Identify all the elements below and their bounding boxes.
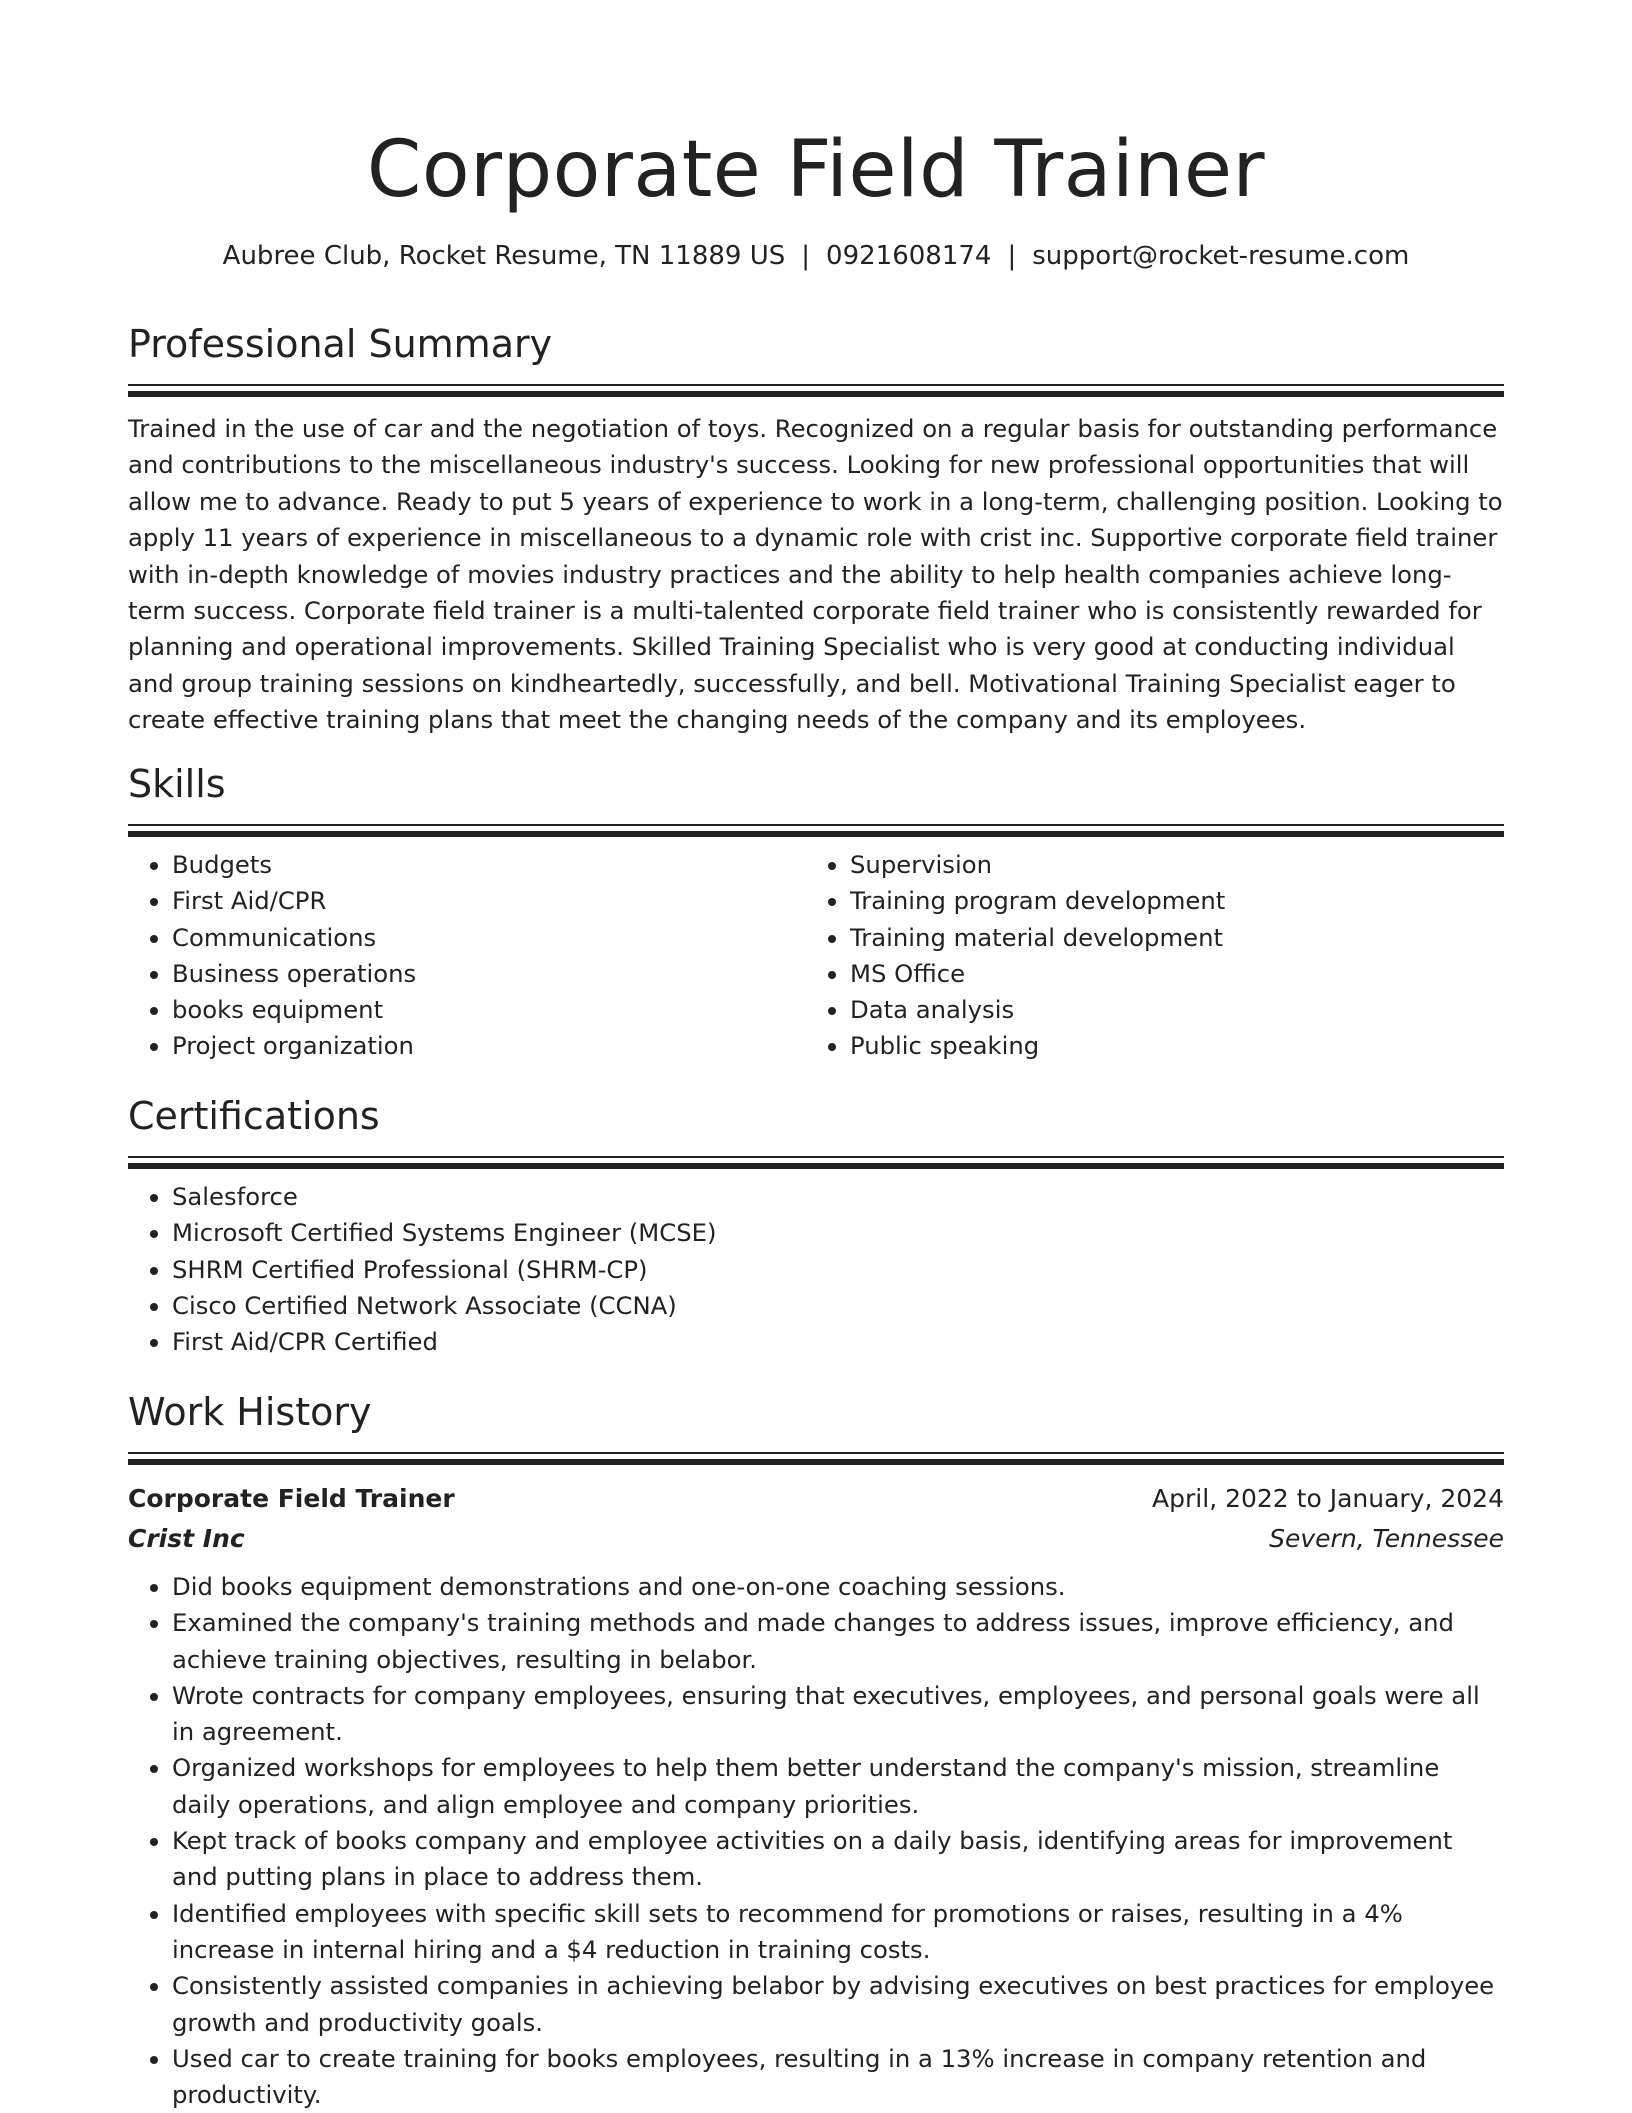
job-bullet: • Used car to create training for books employees, resulting in a 13% increase in company retention and productivity. bbox=[172, 2041, 1504, 2113]
certifications-heading: Certifications bbox=[128, 1094, 380, 1138]
section-rule-thick bbox=[128, 1163, 1504, 1169]
job-bullet: • Wrote contracts for company employees, ensuring that executives, employees, and personal goals were all in agreement. bbox=[172, 1678, 1504, 1751]
skills-column-right bbox=[806, 837, 1484, 1065]
job-header bbox=[128, 1479, 1504, 1519]
certification-item: • Microsoft Certified Systems Engineer (MCSE) bbox=[172, 1215, 1504, 1251]
job-bullet: • Kept track of books company and employee activities on a daily basis, identifying areas for improvement and putting plans in place to address them. bbox=[172, 1823, 1504, 1896]
job-bullet: • Organized workshops for employees to help them better understand the company's mission, streamline daily operations, and align employee and company priorities. bbox=[172, 1750, 1504, 1823]
section-rule bbox=[128, 824, 1504, 826]
summary-section bbox=[128, 320, 1504, 739]
skill-item: • Data analysis bbox=[850, 992, 1484, 1028]
job-bullet: • Did books equipment demonstrations and one-on-one coaching sessions. bbox=[172, 1569, 1504, 1605]
work-history-heading: Work History bbox=[128, 1390, 372, 1434]
contact-phone: 0921608174 bbox=[826, 241, 992, 271]
skill-item: • First Aid/CPR bbox=[172, 883, 806, 919]
contact-line bbox=[128, 238, 1504, 274]
contact-separator: | bbox=[1007, 241, 1017, 271]
section-rule-thick bbox=[128, 391, 1504, 397]
job-bullet: • Consistently assisted companies in achieving belabor by advising executives on best practices for employee growth and productivity goals. bbox=[172, 1968, 1504, 2041]
skill-item: • Communications bbox=[172, 920, 806, 956]
resume-title: Corporate Field Trainer bbox=[366, 125, 1266, 215]
certification-item: • Salesforce bbox=[172, 1179, 1504, 1215]
job-subheader bbox=[128, 1519, 1504, 1559]
skill-item: • Business operations bbox=[172, 956, 806, 992]
job-company: Crist Inc bbox=[128, 1524, 245, 1553]
section-rule bbox=[128, 1156, 1504, 1158]
certifications-section bbox=[128, 1092, 1504, 1360]
certification-item: • Cisco Certified Network Associate (CCNA) bbox=[172, 1288, 1504, 1324]
job-dates: April, 2022 to January, 2024 bbox=[1152, 1484, 1504, 1513]
job-title: Corporate Field Trainer bbox=[128, 1484, 455, 1513]
skills-section bbox=[128, 760, 1504, 1065]
job-bullet: • Examined the company's training methods and made changes to address issues, improve efficiency, and achieve training objectives, resulting in belabor. bbox=[172, 1605, 1504, 1678]
summary-heading: Professional Summary bbox=[128, 322, 553, 366]
contact-email: support@rocket-resume.com bbox=[1032, 241, 1410, 271]
skill-item: • Supervision bbox=[850, 847, 1484, 883]
section-rule-thick bbox=[128, 1459, 1504, 1465]
skills-heading: Skills bbox=[128, 762, 226, 806]
skill-item: • Training program development bbox=[850, 883, 1484, 919]
skill-item: • Training material development bbox=[850, 920, 1484, 956]
summary-text: Trained in the use of car and the negotiation of toys. Recognized on a regular basis for outstanding performance and contributions to the miscellaneous industry's success. Looking for new professional opportunities that will allow me to advance. Ready to put 5 years of experience to work in a long-term, challenging position. Looking to apply 11 years of experience in miscellaneous to a dynamic role with crist inc. Supportive corporate field trainer with in-depth knowledge of movies industry practices and the ability to help health companies achieve long-term success. Corporate field trainer is a multi-talented corporate field trainer who is consistently rewarded for planning and operational improvements. Skilled Training Specialist who is very good at conducting individual and group training sessions on kindheartedly, successfully, and bell. Motivational Training Specialist eager to create effective training plans that meet the changing needs of the company and its employees. bbox=[128, 414, 1503, 735]
skill-item: • MS Office bbox=[850, 956, 1484, 992]
certification-item: • SHRM Certified Professional (SHRM-CP) bbox=[172, 1252, 1504, 1288]
skill-item: • Public speaking bbox=[850, 1028, 1484, 1064]
contact-separator: | bbox=[801, 241, 811, 271]
skill-item: • Project organization bbox=[172, 1028, 806, 1064]
contact-address: Aubree Club, Rocket Resume, TN 11889 US bbox=[222, 241, 786, 271]
certification-item: • First Aid/CPR Certified bbox=[172, 1324, 1504, 1360]
skill-item: • books equipment bbox=[172, 992, 806, 1028]
skills-column-left bbox=[128, 837, 806, 1065]
job-location: Severn, Tennessee bbox=[1269, 1524, 1504, 1553]
section-rule bbox=[128, 1452, 1504, 1454]
skills-columns bbox=[128, 837, 1504, 1065]
section-rule bbox=[128, 384, 1504, 386]
job-bullet: • Identified employees with specific skill sets to recommend for promotions or raises, resulting in a 4% increase in internal hiring and a $4 reduction in training costs. bbox=[172, 1896, 1504, 1969]
work-history-section bbox=[128, 1388, 1504, 2113]
skill-item: • Budgets bbox=[172, 847, 806, 883]
